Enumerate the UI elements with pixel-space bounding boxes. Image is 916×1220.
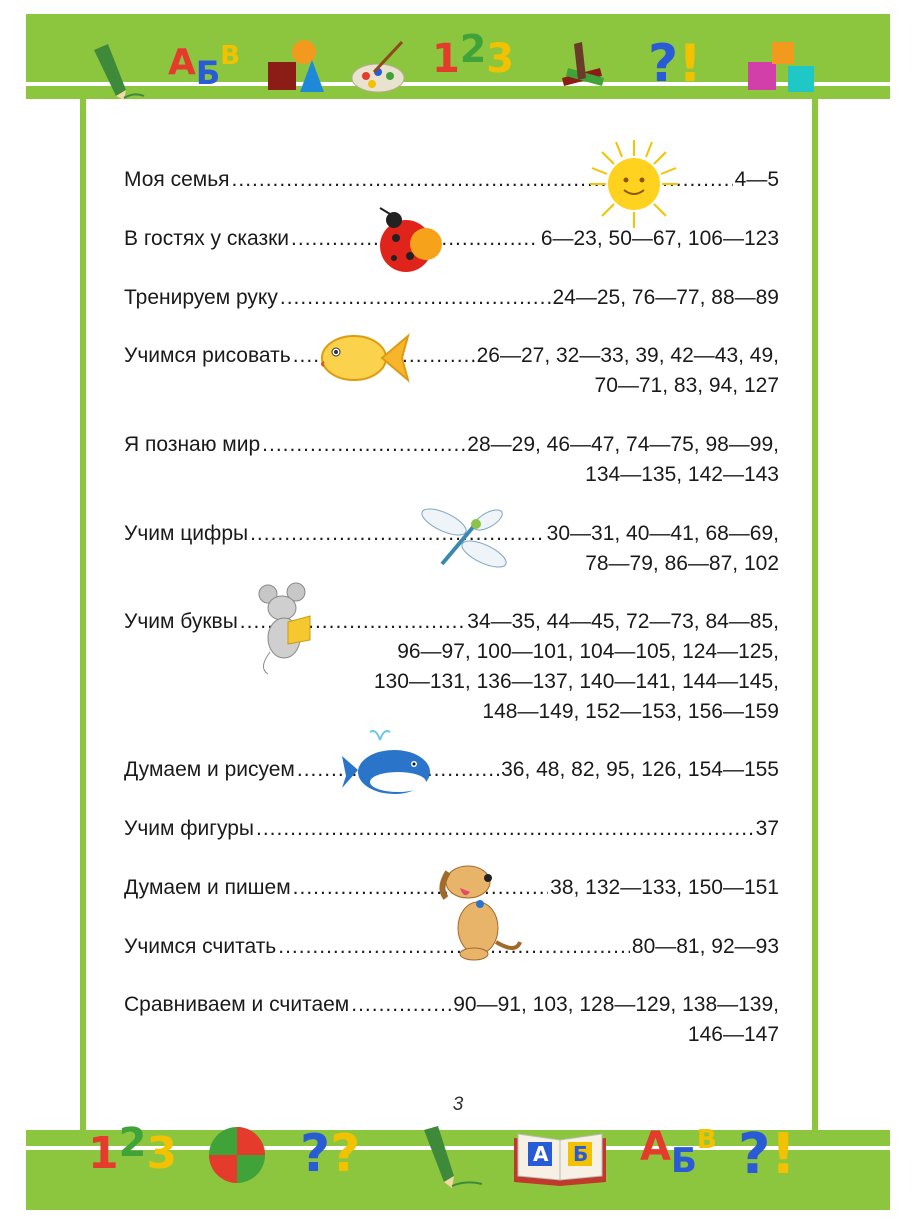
dragonfly-icon bbox=[418, 500, 510, 580]
toc-entry bbox=[124, 814, 779, 844]
digits-123-icon-bottom: 123 bbox=[88, 1120, 178, 1179]
toc-entry bbox=[124, 430, 779, 490]
toc-pages: 37 bbox=[755, 817, 779, 840]
toc-leader bbox=[262, 430, 465, 460]
toc-pages-continued: 70—71, 83, 94, 127 bbox=[594, 374, 779, 397]
toc-entry bbox=[124, 607, 779, 727]
ladybug-icon bbox=[372, 206, 454, 278]
toc-pages: 80—81, 92—93 bbox=[631, 935, 779, 958]
toc-pages: 34—35, 44—45, 72—73, 84—85, bbox=[467, 610, 779, 633]
toc-pages-continued: 134—135, 142—143 bbox=[585, 463, 779, 486]
digits-123-icon: 123 bbox=[432, 27, 515, 82]
toc-title: В гостях у сказки bbox=[124, 227, 290, 250]
toc-pages: 26—27, 32—33, 39, 42—43, 49, bbox=[476, 344, 779, 367]
toc-pages-continued: 130—131, 136—137, 140—141, 144—145, bbox=[373, 670, 779, 693]
toc-entry bbox=[124, 990, 779, 1050]
fish-icon bbox=[316, 326, 412, 386]
toc-pages: 36, 48, 82, 95, 126, 154—155 bbox=[501, 758, 779, 781]
toc-title: Моя семья bbox=[124, 168, 230, 191]
toc-pages: 30—31, 40—41, 68—69, bbox=[546, 522, 779, 545]
toc-pages-continued: 146—147 bbox=[687, 1023, 779, 1046]
palette-icon bbox=[350, 38, 408, 96]
toc-title: Учим фигуры bbox=[124, 817, 254, 840]
toc-pages: 6—23, 50—67, 106—123 bbox=[540, 227, 779, 250]
toc-title: Учим буквы bbox=[124, 610, 238, 633]
pencil-icon-bottom bbox=[416, 1122, 486, 1192]
toc-pages-continued: 78—79, 86—87, 102 bbox=[585, 552, 779, 575]
toc-entry bbox=[124, 165, 779, 195]
toc-title: Я познаю мир bbox=[124, 433, 261, 456]
toc-leader bbox=[351, 990, 451, 1020]
mouse-with-cheese-icon bbox=[256, 582, 316, 676]
toc-title: Думаем и рисуем bbox=[124, 758, 295, 781]
toc-leader bbox=[256, 814, 754, 844]
toc-title: Учимся считать bbox=[124, 935, 277, 958]
question-exclamation-icon-bottom: ?! bbox=[738, 1122, 797, 1187]
open-book-icon: А Б bbox=[510, 1124, 610, 1190]
toc-entry bbox=[124, 755, 779, 785]
toc-pages: 4—5 bbox=[734, 168, 779, 191]
question-marks-icon: ?? bbox=[300, 1124, 361, 1184]
toc-pages: 90—91, 103, 128—129, 138—139, bbox=[453, 993, 779, 1016]
dog-icon bbox=[434, 858, 524, 966]
toc-entry bbox=[124, 341, 779, 401]
page-number: 3 bbox=[452, 1094, 464, 1115]
toc-pages: 28—29, 46—47, 74—75, 98—99, bbox=[467, 433, 779, 456]
question-exclamation-icon: ?! bbox=[648, 34, 702, 94]
toc-pages-continued: 96—97, 100—101, 104—105, 124—125, bbox=[397, 640, 779, 663]
geometric-shapes-icon bbox=[264, 36, 330, 98]
frame-right-border bbox=[812, 95, 818, 1135]
toc-pages: 38, 132—133, 150—151 bbox=[550, 876, 779, 899]
toc-pages-continued: 148—149, 152—153, 156—159 bbox=[482, 700, 779, 723]
ball-icon bbox=[206, 1124, 268, 1186]
toy-blocks-icon bbox=[742, 38, 818, 98]
abv-letters-icon-bottom: АБВ bbox=[640, 1124, 717, 1181]
toc-entry bbox=[124, 283, 779, 313]
toc-leader bbox=[280, 283, 551, 313]
toc-title: Думаем и пишем bbox=[124, 876, 291, 899]
crayons-icon bbox=[556, 38, 622, 98]
toc-title: Учимся рисовать bbox=[124, 344, 291, 367]
toc-title: Тренируем руку bbox=[124, 286, 278, 309]
toc-title: Учим цифры bbox=[124, 522, 249, 545]
whale-icon bbox=[340, 726, 434, 796]
toc-title: Сравниваем и считаем bbox=[124, 993, 350, 1016]
abv-letters-icon: АБВ bbox=[168, 41, 241, 92]
toc-pages: 24—25, 76—77, 88—89 bbox=[552, 286, 779, 309]
pencil-icon bbox=[86, 40, 146, 100]
frame-left-border bbox=[80, 95, 86, 1135]
sun-icon bbox=[588, 138, 680, 230]
